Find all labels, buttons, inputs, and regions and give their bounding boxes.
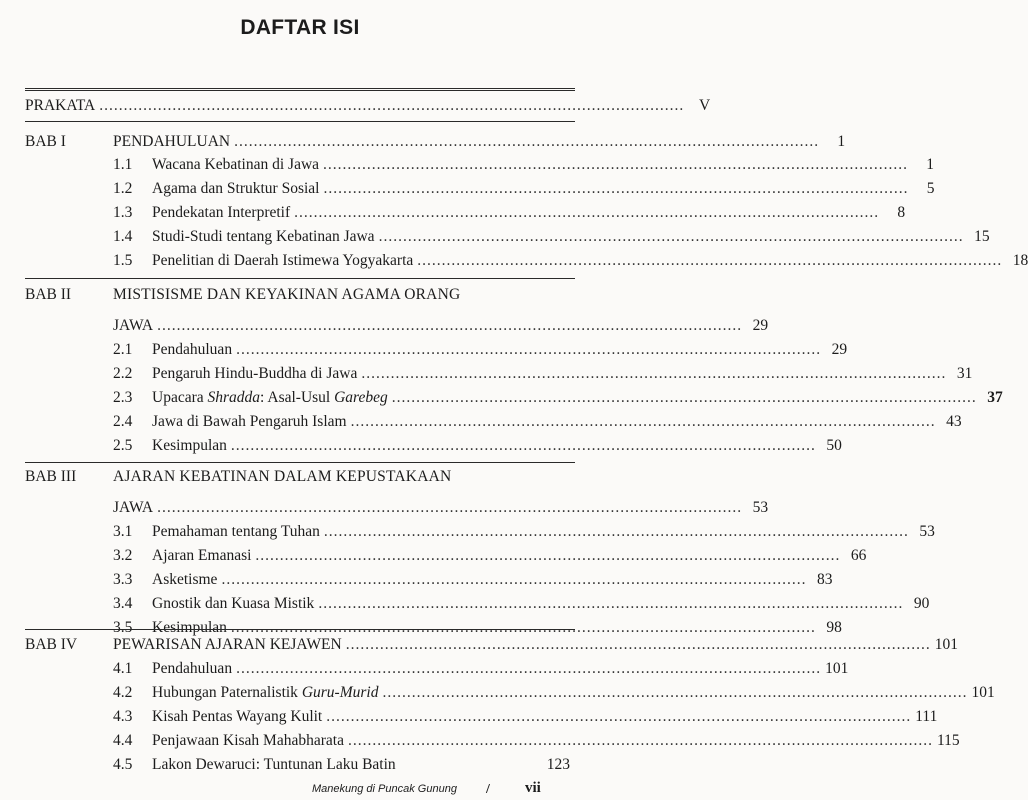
page-number: 90 (913, 595, 930, 612)
section-title: Pemahaman tentang Tuhan (152, 523, 320, 540)
leader-dots: ........................................................................................................................ (326, 708, 912, 725)
page-number: 123 (546, 756, 570, 773)
leader-dots: ........................................................................................................................ (230, 437, 816, 454)
page-number: V (699, 97, 711, 114)
leader-dots: ........................................................................................................................ (417, 252, 1003, 269)
toc-entry (152, 569, 833, 591)
toc-row-section[interactable] (0, 730, 960, 752)
toc-row-chapter[interactable] (0, 466, 600, 488)
section-title: Pendahuluan (152, 660, 233, 677)
section-title: Pendekatan Interpretif (152, 204, 291, 221)
toc-row-section[interactable] (0, 363, 973, 385)
leader-dots: ........................................................................................................................ (99, 97, 685, 114)
divider (25, 121, 575, 122)
section-number: 2.1 (113, 341, 133, 358)
leader-dots: ........................................................................................................................ (255, 547, 841, 564)
page-number: 111 (915, 708, 938, 725)
toc-entry (113, 315, 769, 337)
section-number: 3.4 (113, 595, 133, 612)
page-number: 18 (1012, 252, 1028, 269)
section-title: Ajaran Emanasi (152, 547, 252, 564)
page-number: 31 (956, 365, 973, 382)
toc-entry (25, 95, 711, 117)
toc-row-chapter-cont[interactable] (0, 315, 769, 337)
leader-dots: ........................................................................................................................ (157, 317, 743, 334)
toc-row-section[interactable] (0, 178, 935, 200)
toc-row-section[interactable] (0, 593, 930, 615)
section-title: Kesimpulan (152, 619, 227, 636)
leader-dots: ........................................................................................................................ (350, 413, 936, 430)
toc-entry (152, 730, 960, 752)
section-number: 4.1 (113, 660, 133, 677)
section-number: 1.2 (113, 180, 133, 197)
leader-dots: ........................................................................................................................ (294, 204, 880, 221)
section-title: Wacana Kebatinan di Jawa (152, 156, 320, 173)
chapter-title-cont: JAWA (113, 317, 154, 334)
page-number: 1 (926, 156, 935, 173)
leader-dots: ........................................................................................................................ (230, 619, 816, 636)
section-number: 4.5 (113, 756, 133, 773)
toc-row-section[interactable] (0, 706, 938, 728)
section-number: 1.4 (113, 228, 133, 245)
page-number: 1 (837, 133, 846, 150)
toc-entry (152, 202, 906, 224)
section-title: Jawa di Bawah Pengaruh Islam (152, 413, 347, 430)
toc-entry (152, 250, 1028, 272)
leader-dots: ........................................................................................................................ (234, 133, 820, 150)
chapter-label: BAB IV (25, 636, 78, 653)
section-number: 1.3 (113, 204, 133, 221)
chapter-title-cont: JAWA (113, 499, 154, 516)
entry-title: PRAKATA (25, 97, 96, 114)
leader-dots: ........................................................................................................................ (361, 365, 947, 382)
chapter-label: BAB III (25, 468, 77, 485)
toc-row-section[interactable] (0, 682, 995, 704)
toc-entry (152, 658, 849, 680)
chapter-title: MISTISISME DAN KEYAKINAN AGAMA ORANG (113, 286, 461, 303)
page-number: 53 (752, 499, 769, 516)
folio: vii (525, 780, 541, 796)
leader-dots: ........................................................................................................................ (221, 571, 807, 588)
chapter-title: AJARAN KEBATINAN DALAM KEPUSTAKAAN (113, 468, 452, 485)
section-number: 2.4 (113, 413, 133, 430)
leader-dots: ........................................................................................................................ (157, 499, 743, 516)
section-number: 4.3 (113, 708, 133, 725)
toc-entry (152, 545, 867, 567)
page-number: 29 (831, 341, 848, 358)
top-divider (25, 88, 575, 91)
section-title: Agama dan Struktur Sosial (152, 180, 320, 197)
toc-entry (152, 411, 962, 433)
section-title: Penjawaan Kisah Mahabharata (152, 732, 344, 749)
toc-entry (152, 593, 930, 615)
leader-dots: ........................................................................................................................ (323, 156, 909, 173)
toc-entry (113, 497, 769, 519)
page-number: 15 (974, 228, 990, 245)
leader-dots: ........................................................................................................................ (323, 523, 909, 540)
section-number: 1.1 (113, 156, 133, 173)
section-title: Studi-Studi tentang Kebatinan Jawa (152, 228, 375, 245)
section-title: Kesimpulan (152, 437, 227, 454)
page-number: 101 (825, 660, 849, 677)
section-title: Pendahuluan (152, 341, 233, 358)
toc-row-section[interactable] (0, 545, 867, 567)
toc-entry (152, 435, 842, 457)
toc-row-chapter[interactable] (0, 284, 600, 306)
page-number: 5 (926, 180, 935, 197)
leader-dots: ........................................................................................................................ (236, 660, 822, 677)
section-number: 4.2 (113, 684, 133, 701)
page-number: 8 (897, 204, 906, 221)
divider (25, 629, 575, 630)
toc-row-section[interactable] (0, 154, 935, 176)
section-number: 1.5 (113, 252, 133, 269)
toc-entry (152, 754, 570, 776)
toc-row-section[interactable] (0, 658, 849, 680)
toc-row-chapter[interactable] (0, 131, 846, 153)
section-title: Hubungan Paternalistik Guru-Murid (152, 684, 379, 701)
page-title: DAFTAR ISI (240, 16, 360, 39)
section-number: 2.3 (113, 389, 133, 406)
toc-row-section[interactable] (0, 339, 848, 361)
section-number: 3.3 (113, 571, 133, 588)
section-title: Gnostik dan Kuasa Mistik (152, 595, 315, 612)
toc-row-chapter-cont[interactable] (0, 497, 769, 519)
leader-dots: ........................................................................................................................ (323, 180, 909, 197)
leader-dots: ........................................................................................................................ (378, 228, 964, 245)
divider (25, 462, 575, 463)
section-number: 2.5 (113, 437, 133, 454)
section-title: Lakon Dewaruci: Tuntunan Laku Batin (152, 756, 396, 773)
page-number: 29 (752, 317, 769, 334)
leader-dots: ........................................................................................................................ (347, 732, 933, 749)
page-number: 83 (816, 571, 833, 588)
page-number: 101 (934, 636, 958, 653)
section-number: 4.4 (113, 732, 133, 749)
leader-dots: ........................................................................................................................ (236, 341, 822, 358)
toc-row-chapter[interactable] (0, 634, 958, 656)
toc-entry (152, 682, 995, 704)
leader-dots: ........................................................................................................................ (345, 636, 931, 653)
page-number: 50 (826, 437, 842, 454)
toc-row-preface[interactable] (0, 95, 711, 117)
page-number: 53 (919, 523, 935, 540)
page-number: 115 (936, 732, 960, 749)
toc-entry (152, 706, 938, 728)
section-title: Kisah Pentas Wayang Kulit (152, 708, 323, 725)
running-title: Manekung di Puncak Gunung (312, 783, 457, 795)
toc-entry (152, 387, 1003, 409)
page-footer (0, 780, 600, 800)
toc-row-section[interactable] (0, 226, 990, 248)
toc-row-section[interactable] (0, 754, 600, 776)
section-title: Penelitian di Daerah Istimewa Yogyakarta (152, 252, 414, 269)
toc-row-section[interactable] (0, 250, 1028, 272)
chapter-title: PENDAHULUAN (113, 133, 231, 150)
section-number: 3.2 (113, 547, 133, 564)
toc-entry (152, 178, 935, 200)
section-number: 2.2 (113, 365, 133, 382)
leader-dots: ........................................................................................................................ (391, 389, 977, 406)
toc-row-section[interactable] (0, 569, 833, 591)
section-number: 3.5 (113, 619, 133, 636)
page-number: 43 (946, 413, 962, 430)
leader-dots: ........................................................................................................................ (382, 684, 968, 701)
page-number: 66 (850, 547, 867, 564)
chapter-label: BAB II (25, 286, 72, 303)
divider (25, 278, 575, 279)
toc-entry (152, 339, 848, 361)
toc-entry (152, 226, 990, 248)
section-title: Upacara Shradda: Asal-Usul Garebeg (152, 389, 388, 406)
slash-ornament-icon: / (486, 782, 490, 797)
chapter-label: BAB I (25, 133, 66, 150)
toc-row-section[interactable] (0, 202, 906, 224)
section-number: 3.1 (113, 523, 133, 540)
section-title: Asketisme (152, 571, 218, 588)
toc-entry (152, 363, 973, 385)
chapter-title: PEWARISAN AJARAN KEJAWEN (113, 636, 342, 653)
toc-row-section[interactable] (0, 387, 1003, 409)
toc-row-section[interactable] (0, 435, 842, 457)
toc-row-section[interactable] (0, 411, 962, 433)
page-number: 37 (987, 389, 1003, 406)
page-number: 101 (971, 684, 995, 701)
toc-entry (113, 131, 846, 153)
toc-entry (152, 154, 935, 176)
toc-entry (152, 521, 935, 543)
page-number: 98 (826, 619, 842, 636)
section-title: Pengaruh Hindu-Buddha di Jawa (152, 365, 358, 382)
toc-row-section[interactable] (0, 521, 935, 543)
toc-entry (113, 634, 958, 656)
leader-dots: ........................................................................................................................ (318, 595, 904, 612)
